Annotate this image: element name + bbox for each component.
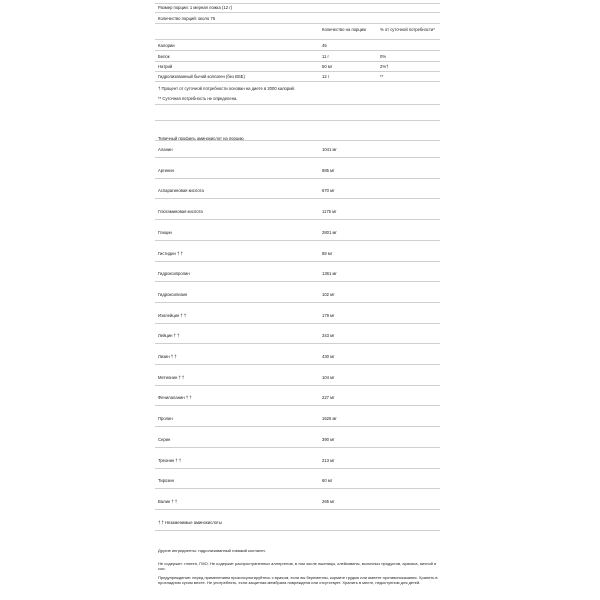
amino-acid-amount: 265 мг bbox=[322, 498, 335, 504]
amino-acid-name: Треонин † † bbox=[158, 457, 182, 463]
divider bbox=[155, 198, 440, 199]
amount-per-serving-header: Количество на порцию bbox=[322, 27, 367, 32]
amino-acid-amount: 104 мг bbox=[322, 374, 335, 380]
divider bbox=[155, 157, 440, 158]
amino-acid-amount: 885 мг bbox=[322, 167, 335, 173]
amino-acid-name: Изолейцин † † bbox=[158, 312, 187, 318]
nutrient-amount: 45 bbox=[322, 43, 327, 48]
divider bbox=[155, 50, 440, 51]
amino-acid-name: Метионин † † bbox=[158, 374, 185, 380]
amino-acid-amount: 1625 мг bbox=[322, 416, 337, 422]
amino-acid-amount: 430 мг bbox=[322, 354, 335, 359]
amino-acid-name: Глицин bbox=[158, 229, 172, 235]
divider bbox=[155, 364, 440, 365]
nutrient-amount: 50 мг bbox=[322, 64, 333, 69]
amino-acid-amount: 670 мг bbox=[322, 188, 335, 194]
essential-amino-footnote: † † Незаменимые аминокислоты bbox=[158, 520, 222, 525]
divider bbox=[155, 140, 440, 141]
divider bbox=[155, 385, 440, 386]
serving-size: Размер порции: 1 мерная ложка (12 г) bbox=[158, 5, 233, 10]
amino-acid-amount: 343 мг bbox=[322, 333, 335, 339]
not-established-footnote: ** Суточная потребность не определена. bbox=[158, 96, 238, 101]
amino-acid-amount: 213 мг bbox=[322, 457, 335, 463]
divider bbox=[155, 343, 440, 344]
divider bbox=[155, 530, 440, 531]
nutrient-name: Натрий bbox=[158, 64, 173, 69]
divider bbox=[155, 12, 440, 13]
divider bbox=[155, 240, 440, 241]
divider bbox=[155, 3, 440, 4]
nutrient-amount: 12 г bbox=[322, 74, 330, 79]
amino-acid-name: Гидроксипролин bbox=[158, 271, 190, 277]
divider bbox=[155, 61, 440, 62]
divider bbox=[155, 178, 440, 179]
nutrient-dv: 2%† bbox=[380, 64, 389, 69]
amino-acid-amount: 60 мг bbox=[322, 478, 333, 484]
divider bbox=[155, 39, 440, 40]
nutrient-amount: 11 г bbox=[322, 54, 330, 59]
daily-value-header: % от суточной потребности* bbox=[380, 27, 435, 32]
divider bbox=[155, 104, 440, 105]
divider bbox=[155, 71, 440, 72]
amino-acid-name: Валин † † bbox=[158, 498, 178, 504]
amino-acid-name: Глютаминовая кислота bbox=[158, 209, 203, 215]
amino-acid-amount: 1361 мг bbox=[322, 271, 337, 277]
servings-count: Количество порций: около 75 bbox=[158, 16, 216, 21]
amino-acid-name: Аспарагиновая кислота bbox=[158, 188, 204, 194]
amino-profile-title: Типичный профиль аминокислот на порцию bbox=[158, 136, 244, 141]
amino-acid-name: Гидроксилизин bbox=[158, 291, 188, 297]
amino-acid-amount: 1175 мг bbox=[322, 209, 337, 215]
warning-statement: Предупреждение: перед применением проконсультируйтесь с врачом, если вы беременны, кормите грудью или имеете противопоказания. Хранить в прохладном сухом месте. Не употреблять, если защитная мембрана повреждена или отсутствует. Хранить в месте, недоступном для детей. bbox=[158, 575, 438, 585]
amino-acid-amount: 179 мг bbox=[322, 312, 335, 318]
daily-value-footnote: † Процент от суточной потребности основан на диете в 2000 калорий. bbox=[158, 86, 296, 91]
other-ingredients: Другие ингредиенты: гидролизованный говяжий коллаген. bbox=[158, 548, 266, 553]
amino-acid-amount: 390 мг bbox=[322, 436, 335, 442]
divider bbox=[155, 323, 440, 324]
amino-acid-amount: 102 мг bbox=[322, 291, 335, 297]
amino-acid-name: Пролин bbox=[158, 416, 173, 422]
divider bbox=[155, 405, 440, 406]
amino-acid-name: Серин bbox=[158, 436, 171, 442]
allergen-statement: Не содержит: глютен, ГМО. Не содержит распространенных аллергенов, в том числе пшеницы, клейковины, молочных продуктов, арахиса, яичной и сои. bbox=[158, 561, 437, 571]
nutrient-dv: 0% bbox=[380, 54, 387, 59]
divider bbox=[155, 447, 440, 448]
nutrient-name: Белок bbox=[158, 54, 170, 59]
amino-acid-amount: 2801 мг bbox=[322, 229, 337, 235]
amino-acid-amount: 1041 мг bbox=[322, 147, 337, 152]
amino-acid-name: Аланин bbox=[158, 147, 173, 152]
amino-acid-amount: 227 мг bbox=[322, 395, 335, 401]
divider bbox=[155, 81, 440, 82]
nutrient-dv: ** bbox=[380, 74, 384, 79]
divider bbox=[155, 488, 440, 489]
divider bbox=[155, 302, 440, 303]
amino-acid-name: Тирозин bbox=[158, 478, 174, 484]
amino-acid-name: Лизин † † bbox=[158, 354, 177, 359]
divider bbox=[155, 120, 440, 121]
amino-acid-amount: 88 мг bbox=[322, 250, 333, 256]
divider bbox=[155, 261, 440, 262]
amino-acid-name: Гистидин † † bbox=[158, 250, 183, 256]
amino-acid-name: Лейцин † † bbox=[158, 333, 180, 339]
divider bbox=[155, 23, 440, 24]
divider bbox=[155, 468, 440, 469]
divider bbox=[155, 509, 440, 510]
divider bbox=[155, 281, 440, 282]
nutrient-name: Калории bbox=[158, 43, 175, 48]
nutrient-name: Гидролизованный бычий коллаген (без BSE) bbox=[158, 74, 245, 79]
amino-acid-name: Фенилаланин † † bbox=[158, 395, 192, 401]
amino-acid-name: Аргинин bbox=[158, 167, 174, 173]
divider bbox=[155, 219, 440, 220]
divider bbox=[155, 426, 440, 427]
